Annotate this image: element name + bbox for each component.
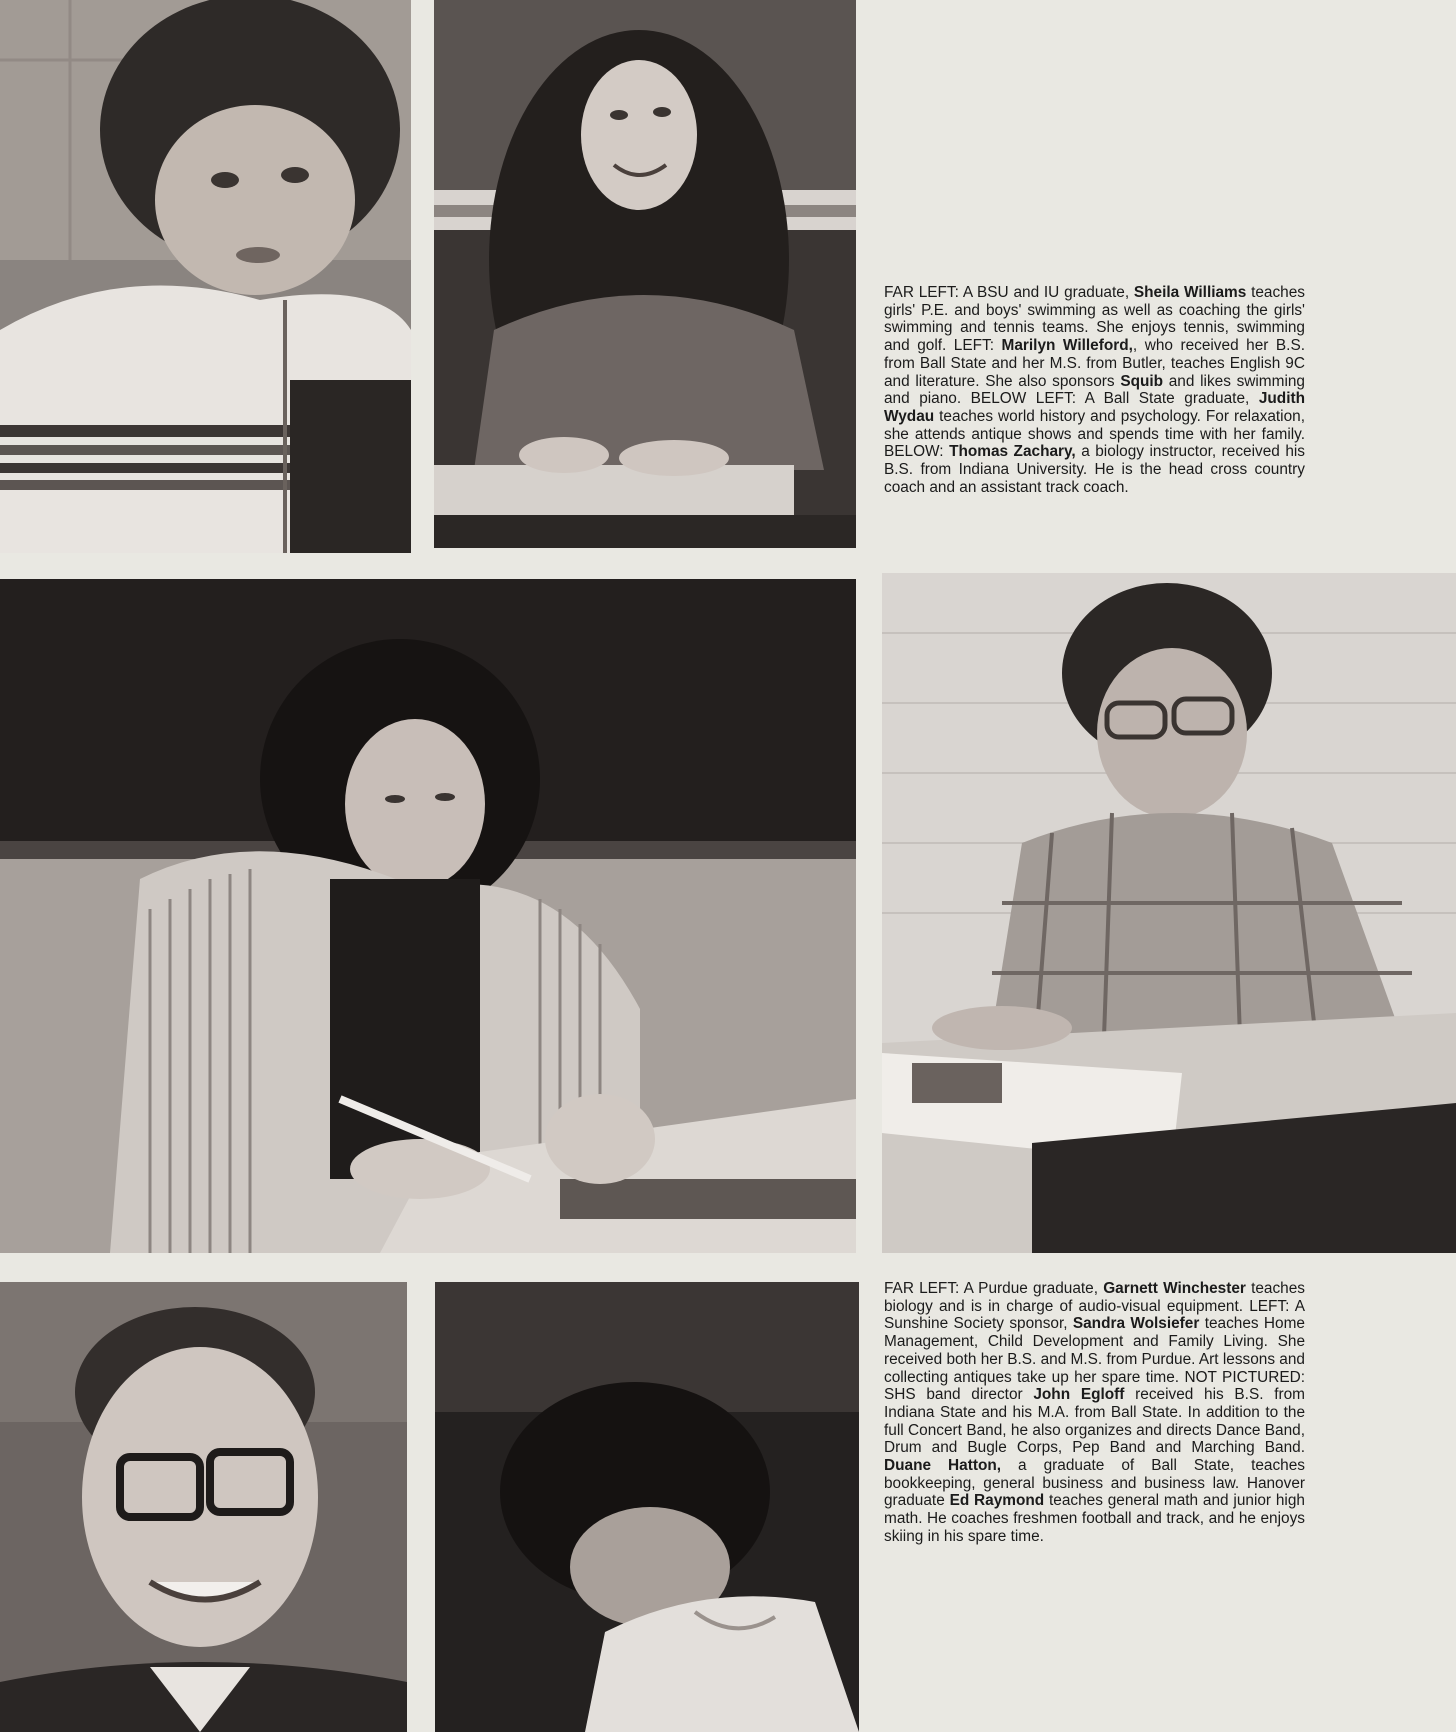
caption-bottom [884, 1280, 1305, 1546]
caption-top-seg-10: a biology instructor, received his B.S. from Indiana University. He is the head cross country coach and an assistant track coach. [884, 443, 1305, 496]
caption-bottom-seg-4: teaches Home Management, Child Development and Family Living. She received both her B.S. and M.S. from Purdue. Art lessons and collecting antiques take up her spare time. NOT PICTURED: SHS band director [884, 1315, 1305, 1404]
name-sandra-wolsiefer: Sandra Wolsiefer [1072, 1315, 1200, 1333]
name-judith-wydau: Judith Wydau [884, 390, 1305, 425]
caption-bottom-seg-10: teaches general math and junior high math. He coaches freshmen football and track, and he enjoys skiing in his spare time. [884, 1492, 1305, 1545]
name-marilyn-willeford: Marilyn Willeford, [1001, 337, 1133, 355]
caption-top-seg-6: and likes swimming and piano. BELOW LEFT: A Ball State graduate, [884, 372, 1305, 408]
photo-sheila-williams [0, 0, 411, 553]
name-thomas-zachary: Thomas Zachary, [949, 443, 1076, 461]
caption-bottom-seg-6: received his B.S. from Indiana State and his M.A. from Ball State. In addition to the full Concert Band, he also organizes and directs Dance Band, Drum and Bugle Corps, Pep Band and Marching Band. [884, 1386, 1305, 1457]
caption-top-seg-0: FAR LEFT: A BSU and IU graduate, [884, 284, 1134, 301]
name-john-egloff: John Egloff [1033, 1386, 1125, 1404]
name-ed-raymond: Ed Raymond [949, 1492, 1045, 1510]
photo-thomas-zachary [882, 573, 1456, 1253]
caption-top-seg-8: teaches world history and psychology. For relaxation, she attends antique shows and spends time with her family. BELOW: [884, 407, 1305, 461]
name-duane-hatton: Duane Hatton, [884, 1457, 1002, 1475]
caption-bottom-seg-8: a graduate of Ball State, teaches bookkeeping, general business and business law. Hanover graduate [884, 1457, 1305, 1510]
name-sheila-williams: Sheila Williams [1133, 284, 1247, 301]
photo-sandra-wolsiefer [435, 1282, 859, 1732]
photo-marilyn-willeford [434, 0, 856, 548]
caption-bottom-seg-0: FAR LEFT: A Purdue graduate, [884, 1280, 1104, 1297]
photo-judith-wydau [0, 579, 856, 1253]
caption-bottom-seg-2: teaches biology and is in charge of audio-visual equipment. LEFT: A Sunshine Society sponsor, [884, 1280, 1305, 1333]
photo-garnett-winchester [0, 1282, 407, 1732]
caption-top-seg-4: , who received her B.S. from Ball State and her M.S. from Butler, teaches English 9C and literature. She also sponsors [884, 337, 1305, 390]
caption-top-seg-2: teaches girls' P.E. and boys' swimming as well as coaching the girls' swimming and tennis teams. She enjoys tennis, swimming and golf. LEFT: [884, 284, 1305, 355]
name-squib: Squib [1120, 372, 1164, 390]
name-garnett-winchester: Garnett Winchester [1103, 1280, 1246, 1297]
caption-top [884, 284, 1305, 496]
